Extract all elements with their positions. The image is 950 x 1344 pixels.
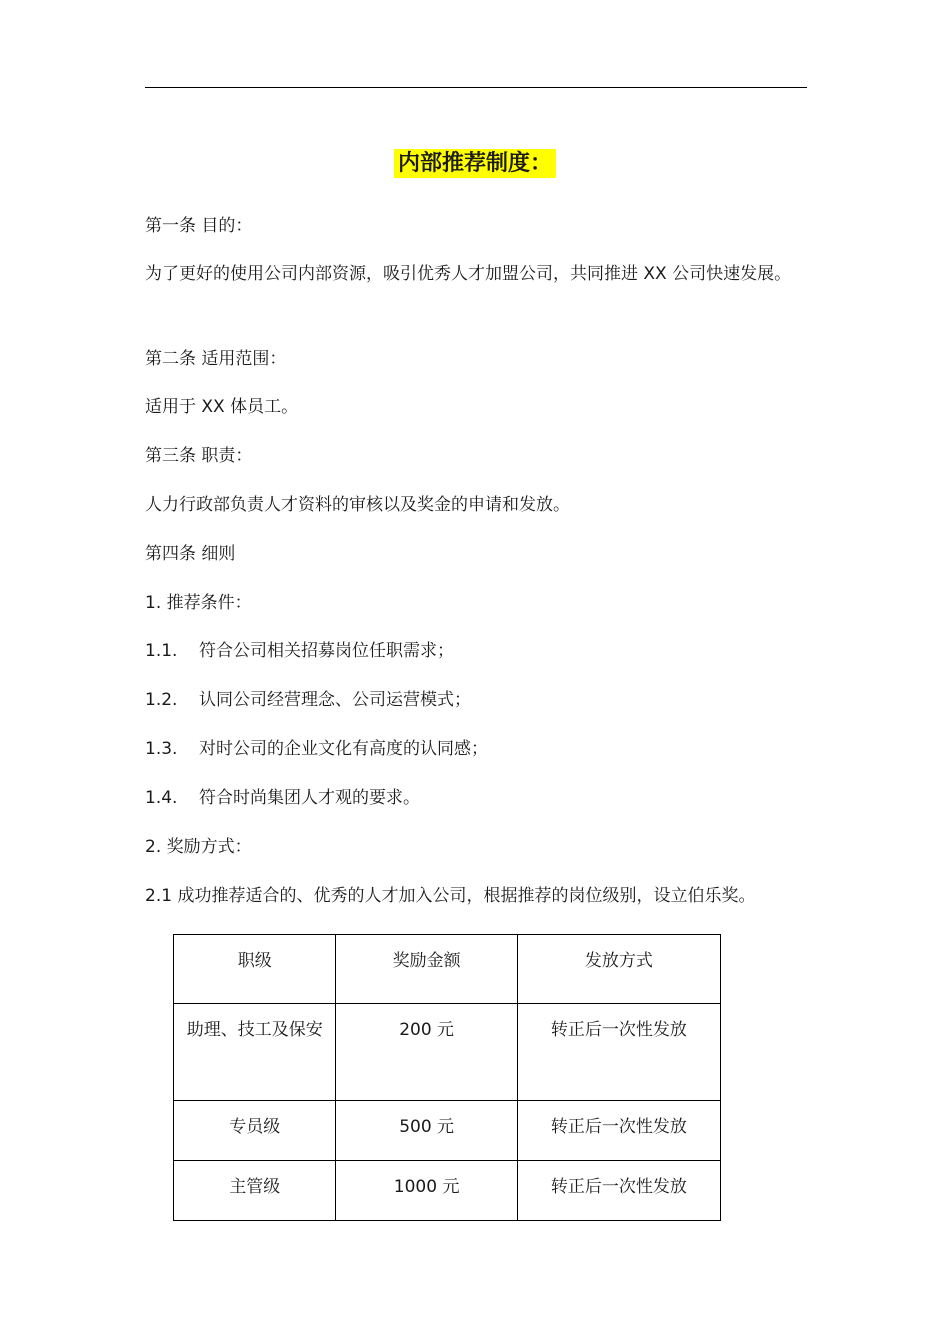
header-rule	[145, 87, 807, 88]
section-1-body: 为了更好的使用公司内部资源，吸引优秀人才加盟公司，共同推进 XX 公司快速发展。	[145, 264, 792, 284]
table-cell-amount: 200 元	[336, 1004, 517, 1101]
table-cell-level: 助理、技工及保安	[174, 1004, 336, 1101]
rewards-heading: 2. 奖励方式：	[145, 837, 252, 857]
condition-number: 1.4.	[145, 788, 178, 808]
condition-item	[145, 633, 454, 670]
table-cell-method: 转正后一次性发放	[517, 1101, 720, 1161]
column-header-amount: 奖励金额	[336, 935, 517, 1004]
condition-number: 1.3.	[145, 739, 178, 759]
section-3-heading: 第三条 职责：	[145, 446, 253, 466]
column-header-method: 发放方式	[517, 935, 720, 1004]
rewards-description: 2.1 成功推荐适合的、优秀的人才加入公司，根据推荐的岗位级别，设立伯乐奖。	[145, 886, 756, 906]
condition-item	[145, 682, 471, 719]
table-cell-amount: 500 元	[336, 1101, 517, 1161]
page-title	[0, 146, 950, 177]
conditions-heading: 1. 推荐条件：	[145, 593, 252, 613]
table-row	[174, 1004, 721, 1101]
section-1-heading: 第一条 目的：	[145, 216, 253, 236]
table-header-row	[174, 935, 721, 1004]
table-cell-level: 主管级	[174, 1161, 336, 1221]
condition-text: 对时公司的企业文化有高度的认同感；	[199, 739, 488, 759]
page-title-text: 内部推荐制度：	[394, 149, 556, 178]
condition-text: 符合公司相关招募岗位任职需求；	[199, 641, 454, 661]
condition-item	[145, 731, 488, 768]
section-4-heading: 第四条 细则	[145, 544, 236, 564]
table-row	[174, 1161, 721, 1221]
section-3-body: 人力行政部负责人才资料的审核以及奖金的申请和发放。	[145, 495, 570, 515]
condition-item	[145, 780, 420, 817]
section-2-heading: 第二条 适用范围：	[145, 349, 287, 369]
condition-text: 符合时尚集团人才观的要求。	[199, 788, 420, 808]
table-row	[174, 1101, 721, 1161]
condition-number: 1.2.	[145, 690, 178, 710]
column-header-level: 职级	[174, 935, 336, 1004]
condition-number: 1.1.	[145, 641, 178, 661]
condition-text: 认同公司经营理念、公司运营模式；	[199, 690, 471, 710]
reward-table	[173, 934, 721, 1221]
table-cell-method: 转正后一次性发放	[517, 1161, 720, 1221]
table-cell-level: 专员级	[174, 1101, 336, 1161]
table-cell-method: 转正后一次性发放	[517, 1004, 720, 1101]
table-cell-amount: 1000 元	[336, 1161, 517, 1221]
section-2-body: 适用于 XX 体员工。	[145, 397, 299, 417]
